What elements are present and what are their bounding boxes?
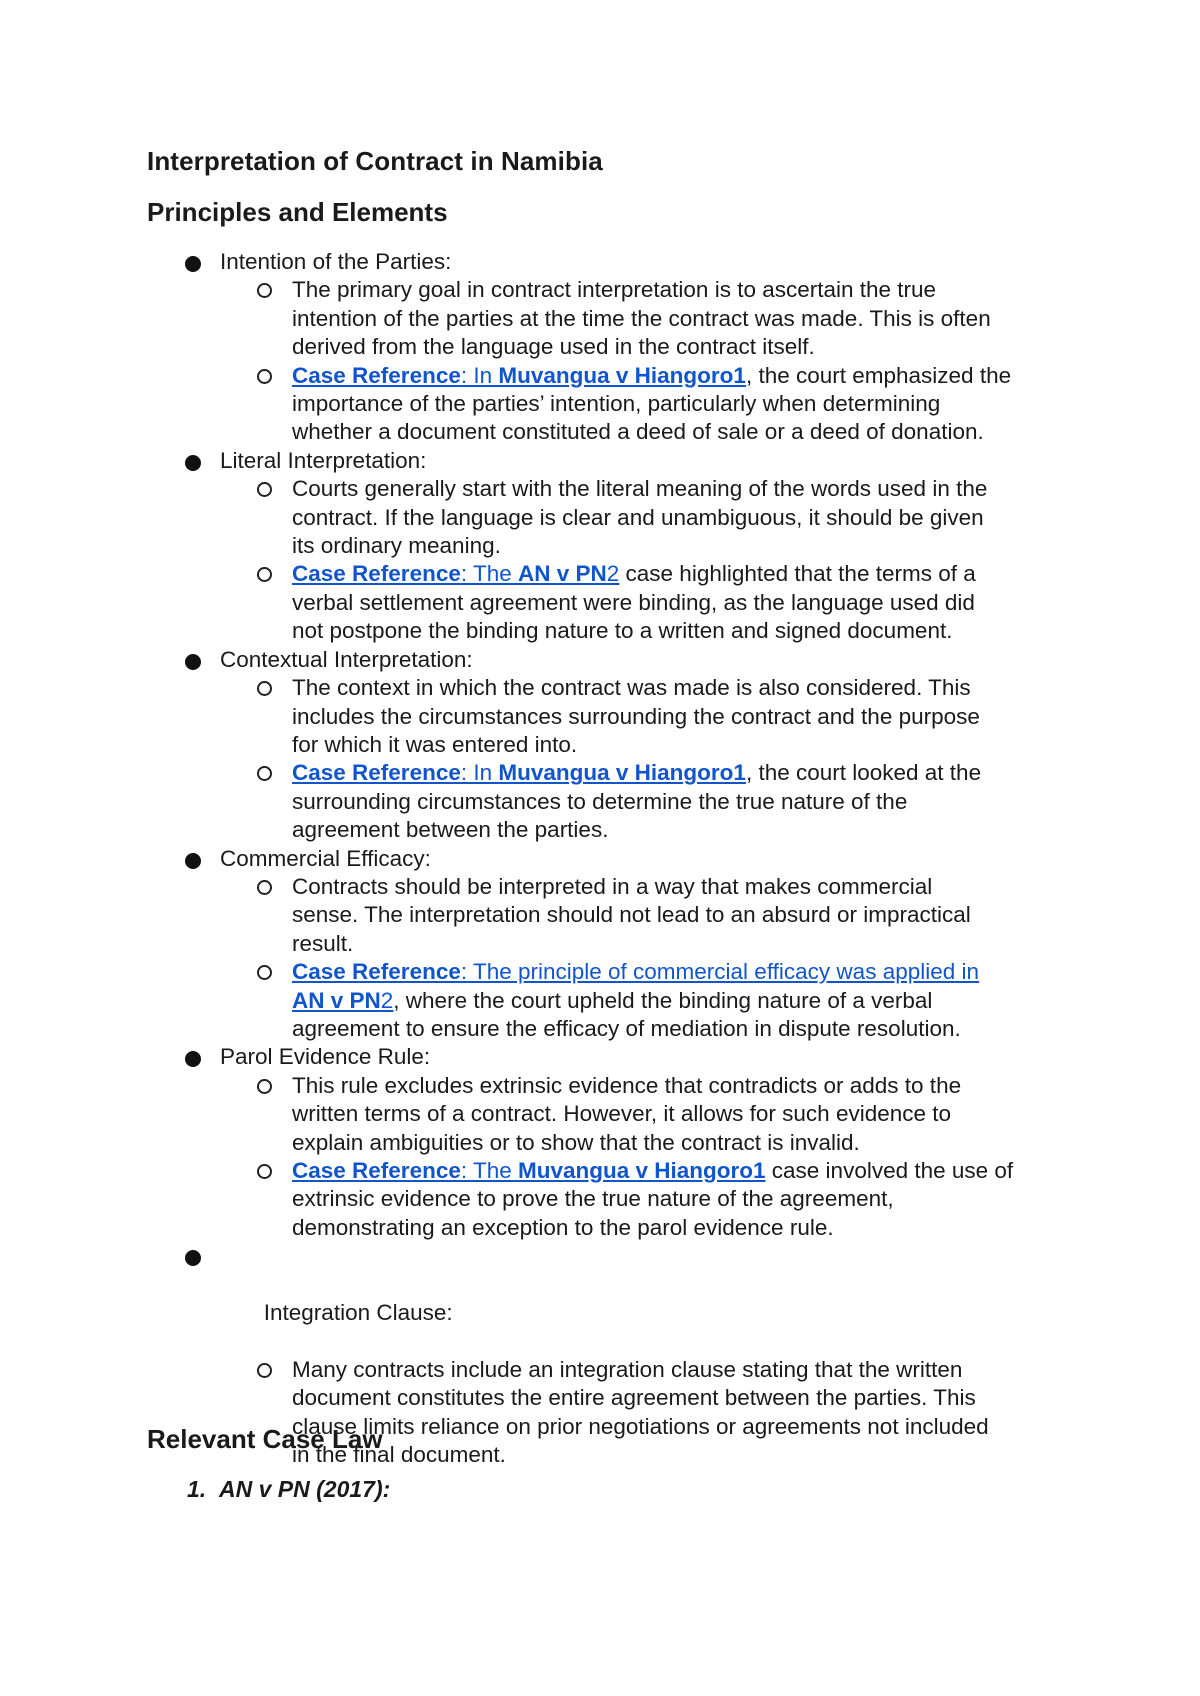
text-fragment: , the court looked at the <box>745 760 982 786</box>
text-line: clause limits reliance on prior negotiations or agreements not included <box>292 1413 989 1439</box>
list-number: 1. <box>187 1476 207 1502</box>
text-line: surrounding circumstances to determine the true nature of the <box>292 788 908 814</box>
sub-item-case-reference <box>0 958 1072 1043</box>
text-line: its ordinary meaning. <box>292 533 501 559</box>
hollow-bullet-icon <box>257 369 272 384</box>
list-item-intention <box>0 248 1200 276</box>
list-item-parol-evidence <box>0 1043 1200 1071</box>
text-line: extrinsic evidence to prove the true nature of the agreement, <box>292 1186 894 1212</box>
text-line: sense. The interpretation should not lead to an absurd or impractical <box>292 902 971 928</box>
hollow-bullet-icon <box>257 283 272 298</box>
text-line: Many contracts include an integration clause stating that the written <box>292 1356 963 1382</box>
text-line: contract. If the language is clear and unambiguous, it should be given <box>292 504 984 530</box>
list-item-label: Literal Interpretation: <box>220 447 427 473</box>
section-heading-case-law: Relevant Case Law <box>147 1424 383 1454</box>
case-reference-link[interactable]: Case Reference: In Muvangua v Hiangoro1 <box>292 362 746 388</box>
text-line: The context in which the contract was made is also considered. This <box>292 675 971 701</box>
case-law-list-item <box>187 1476 390 1503</box>
sub-item-case-reference <box>0 560 1072 645</box>
document-title: Interpretation of Contract in Namibia <box>147 146 603 176</box>
hollow-bullet-icon <box>257 1363 272 1378</box>
text-line: for which it was entered into. <box>292 731 578 757</box>
text-line: explain ambiguities or to show that the contract is invalid. <box>292 1129 860 1155</box>
text-line: verbal settlement agreement were binding, as the language used did <box>292 589 975 615</box>
list-item-label: Intention of the Parties: <box>220 249 452 274</box>
filled-bullet-icon <box>185 455 201 471</box>
text-line: agreement between the parties. <box>292 817 609 843</box>
hollow-bullet-icon <box>257 567 272 582</box>
text-line: The primary goal in contract interpretation is to ascertain the true <box>292 277 937 303</box>
list-item-label: Commercial Efficacy: <box>220 845 431 871</box>
hollow-bullet-icon <box>257 1164 272 1179</box>
hollow-bullet-icon <box>257 965 272 980</box>
sub-item <box>0 873 1072 958</box>
text-line: importance of the parties’ intention, particularly when determining <box>292 391 941 417</box>
case-name: AN v PN (2017): <box>219 1476 391 1502</box>
case-reference-link[interactable]: Case Reference: In Muvangua v Hiangoro1 <box>292 760 746 786</box>
text-line: written terms of a contract. However, it allows for such evidence to <box>292 1101 952 1127</box>
list-item-contextual <box>0 646 1200 674</box>
filled-bullet-icon <box>185 1250 201 1266</box>
hollow-bullet-icon <box>257 766 272 781</box>
text-line: whether a document constituted a deed of sale or a deed of donation. <box>292 419 984 445</box>
case-reference-link[interactable]: AN v PN2 <box>292 987 394 1013</box>
case-reference-link[interactable]: Case Reference: The AN v PN2 <box>292 561 620 587</box>
text-fragment: case highlighted that the terms of a <box>619 561 976 587</box>
text-line: agreement to ensure the efficacy of mediation in dispute resolution. <box>292 1015 961 1041</box>
text-line: This rule excludes extrinsic evidence that contradicts or adds to the <box>292 1072 962 1098</box>
sub-item <box>0 475 1072 560</box>
text-line: demonstrating an exception to the parol evidence rule. <box>292 1214 834 1240</box>
text-line: Contracts should be interpreted in a way that makes commercial <box>292 873 933 899</box>
case-reference-link[interactable]: Case Reference: The principle of commercial efficacy was applied in <box>292 959 980 985</box>
sub-item-case-reference <box>0 362 1072 447</box>
hollow-bullet-icon <box>257 880 272 895</box>
principles-list <box>0 248 1200 1469</box>
sub-item <box>0 674 1072 759</box>
text-line: includes the circumstances surrounding the contract and the purpose <box>292 703 980 729</box>
text-fragment: , where the court upheld the binding nature of a verbal <box>393 987 933 1013</box>
sub-item-case-reference <box>0 1157 1072 1242</box>
filled-bullet-icon <box>185 853 201 869</box>
text-line: result. <box>292 930 354 956</box>
text-line: Courts generally start with the literal meaning of the words used in the <box>292 476 988 502</box>
sub-item <box>0 1072 1072 1157</box>
list-item-label: Contextual Interpretation: <box>220 646 473 672</box>
list-item-label: Integration Clause: <box>257 1300 453 1326</box>
section-heading-principles: Principles and Elements <box>147 197 448 227</box>
filled-bullet-icon <box>185 1051 201 1067</box>
filled-bullet-icon <box>185 256 201 272</box>
hollow-bullet-icon <box>257 1079 272 1094</box>
list-item-label: Parol Evidence Rule: <box>220 1044 431 1070</box>
filled-bullet-icon <box>185 654 201 670</box>
text-line: derived from the language used in the contract itself. <box>292 334 815 360</box>
list-item-commercial-efficacy <box>0 845 1200 873</box>
list-item-integration-clause <box>0 1242 1200 1356</box>
text-line: intention of the parties at the time the contract was made. This is often <box>292 305 991 331</box>
text-fragment: case involved the use of <box>765 1158 1014 1183</box>
text-line: in the final document. <box>292 1442 506 1468</box>
text-line: document constitutes the entire agreement between the parties. This <box>292 1385 976 1411</box>
list-item-literal <box>0 447 1200 475</box>
sub-item-case-reference <box>0 759 1072 844</box>
hollow-bullet-icon <box>257 482 272 497</box>
text-line: not postpone the binding nature to a written and signed document. <box>292 618 953 644</box>
text-fragment: , the court emphasized the <box>745 362 1012 388</box>
case-reference-link[interactable]: Case Reference: The Muvangua v Hiangoro1 <box>292 1158 766 1183</box>
sub-item <box>0 276 1072 361</box>
hollow-bullet-icon <box>257 681 272 696</box>
